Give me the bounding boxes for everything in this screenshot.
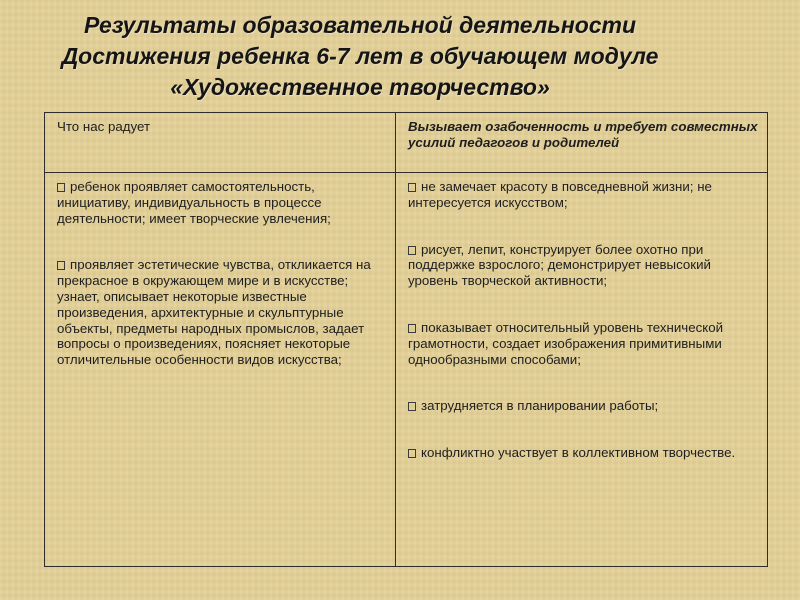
list-item: [408, 320, 759, 367]
list-item: [408, 398, 759, 414]
list-item-text: затрудняется в планировании работы;: [421, 398, 659, 414]
header-cell-concerns: Вызывает озабоченность и требует совместных усилий педагогов и родителей: [396, 113, 768, 173]
bullet-icon: [57, 183, 65, 192]
header-cell-positive: Что нас радует: [45, 113, 396, 173]
list-item: [57, 179, 387, 226]
list-item-text: конфликтно участвует в коллективном творчестве.: [421, 445, 736, 461]
table-body-row: [45, 173, 768, 567]
bullet-icon: [408, 246, 416, 255]
list-item-text: ребенок проявляет самостоятельность, инициативу, индивидуальность в процессе деятельности; имеет творческие увлечения;: [57, 179, 331, 226]
list-item: [57, 257, 387, 368]
results-table: [44, 112, 768, 567]
title-line-1: Результаты образовательной деятельности: [83, 12, 637, 38]
title-line-3: «Художественное творчество»: [170, 74, 550, 100]
list-item-text: не замечает красоту в повседневной жизни; не интересуется искусством;: [408, 179, 712, 210]
list-item-text: рисует, лепит, конструирует более охотно при поддержке взрослого; демонстрирует невысокий уровень творческой активности;: [408, 241, 711, 289]
cell-concern-items: [396, 173, 768, 567]
list-item-text: проявляет эстетические чувства, откликается на прекрасное в окружающем мире и в искусстве; узнает, описывает некоторые известные произведения, архитектурные и скульптурные объекты, предметы народных промыслов, задает вопросы о произведениях, поясняет некоторые отличительные особенности видов искусства;: [57, 257, 371, 368]
slide-title: [0, 10, 720, 103]
cell-positive-items: [45, 173, 396, 567]
table-header-row: [45, 113, 768, 173]
list-item: [408, 242, 759, 289]
title-line-2: Достижения ребенка 6-7 лет в обучающем модуле: [61, 43, 659, 69]
list-item-text: показывает относительный уровень технической грамотности, создает изображения примитивными однообразными способами;: [408, 319, 724, 367]
bullet-icon: [57, 261, 65, 270]
bullet-icon: [408, 324, 416, 333]
list-item: [408, 179, 759, 211]
bullet-icon: [408, 449, 416, 458]
list-item: [408, 445, 759, 461]
bullet-icon: [408, 183, 416, 192]
bullet-icon: [408, 402, 416, 411]
